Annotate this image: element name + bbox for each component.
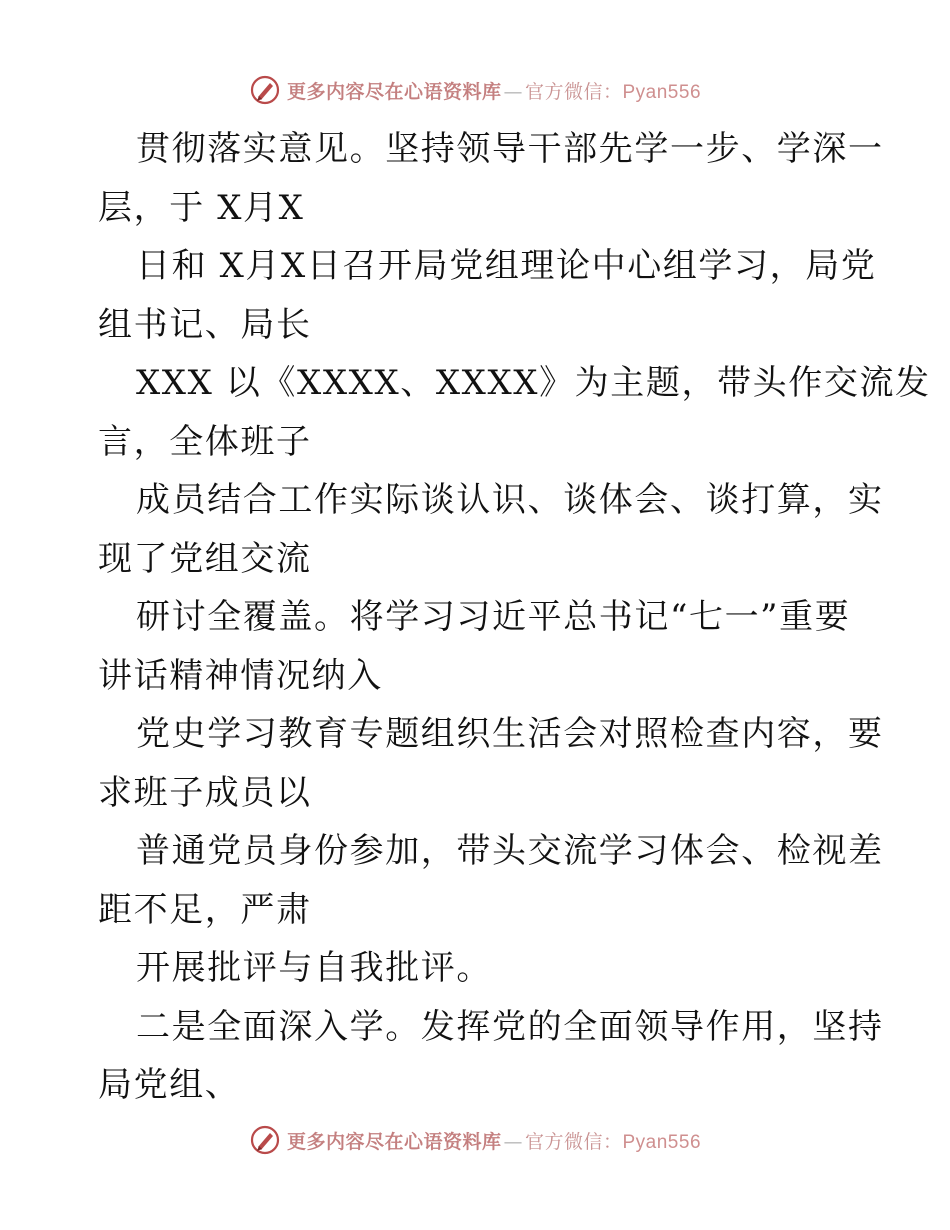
watermark-official: 官方微信： xyxy=(524,1130,623,1153)
text-line: 贯彻落实意见。坚持领导干部先学一步、学深一 xyxy=(136,129,884,169)
text-line: 普通党员身份参加，带头交流学习体会、检视差 xyxy=(136,831,884,871)
pen-logo-icon xyxy=(249,1124,281,1156)
text-line: 现了党组交流 xyxy=(98,538,312,579)
watermark-text xyxy=(287,1127,701,1154)
document-body xyxy=(98,120,931,1115)
text-line: 求班子成员以 xyxy=(98,772,312,813)
text-line: 言，全体班子 xyxy=(98,421,312,462)
text-line: 局党组、 xyxy=(98,1065,241,1105)
text-line: 日和 X月X日召开局党组理论中心组学习，局党 xyxy=(136,246,877,286)
watermark-brand: 更多内容尽在心语资料库 xyxy=(286,80,502,103)
watermark-text xyxy=(287,77,701,104)
text-line: 讲话精神情况纳入 xyxy=(98,655,383,696)
header-watermark xyxy=(0,70,950,110)
watermark-wechat-id: Pyan556 xyxy=(622,1131,702,1153)
text-line: 成员结合工作实际谈认识、谈体会、谈打算，实 xyxy=(136,480,884,520)
watermark-dash: — xyxy=(503,1130,523,1153)
text-line: XXX 以《XXXX、XXXX》为主题，带头作交流发 xyxy=(136,363,931,403)
watermark-dash: — xyxy=(503,80,523,103)
text-line: 距不足，严肃 xyxy=(98,889,312,930)
watermark-wechat-id: Pyan556 xyxy=(622,81,702,103)
text-line: 层，于 X月X xyxy=(98,187,305,228)
text-line: 开展批评与自我批评。 xyxy=(136,948,492,988)
pen-logo-icon xyxy=(249,74,281,106)
text-line: 组书记、局长 xyxy=(98,304,312,345)
text-line: 研讨全覆盖。将学习习近平总书记“七一”重要 xyxy=(136,597,851,637)
text-line: 党史学习教育专题组织生活会对照检查内容，要 xyxy=(136,714,884,754)
watermark-brand: 更多内容尽在心语资料库 xyxy=(286,1130,502,1153)
watermark-official: 官方微信： xyxy=(524,80,623,103)
footer-watermark xyxy=(0,1120,950,1160)
text-line: 二是全面深入学。发挥党的全面领导作用，坚持 xyxy=(136,1006,884,1047)
